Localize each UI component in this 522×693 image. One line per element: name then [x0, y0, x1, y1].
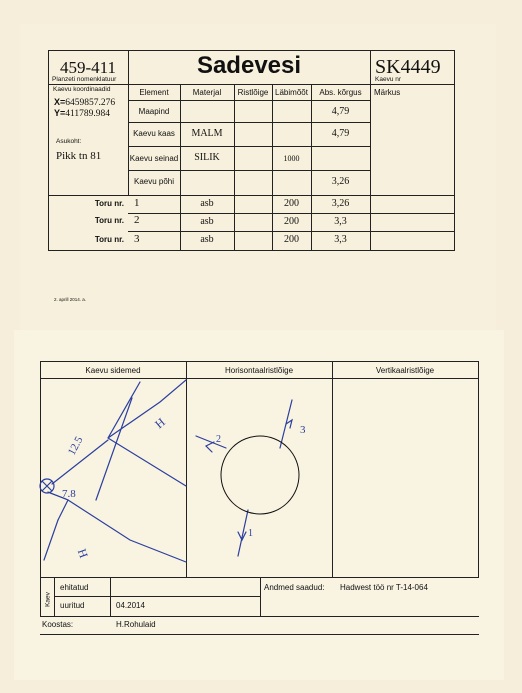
pipe-number: 3: [134, 233, 140, 245]
pipe-number: 2: [134, 214, 140, 226]
page-title: Sadevesi: [196, 52, 302, 79]
side-label: Kaev: [44, 592, 52, 607]
pipe-diameter: 200: [284, 198, 299, 209]
panel-title-ties: Kaevu sidemed: [85, 366, 141, 375]
x-coordinate: X=6459857.276: [54, 97, 116, 108]
row-material: SILIK: [194, 152, 220, 163]
row-element: Kaevu põhi: [133, 177, 175, 186]
pipe-height: 3,26: [331, 198, 350, 209]
col-header-abs-height: Abs. kõrgus: [319, 88, 362, 97]
pipe-label: Toru nr.: [94, 216, 124, 225]
row-height: 3,26: [331, 176, 350, 187]
coords-label: Kaevu koordinaadid: [53, 86, 111, 93]
panel-title-vertical: Vertikaalristlõige: [375, 366, 435, 375]
pipe-label: Toru nr.: [94, 235, 124, 244]
built-label: ehitatud: [60, 583, 89, 592]
pipe-marker: 3: [300, 424, 306, 436]
row-material: MALM: [191, 128, 223, 139]
author-value: H.Rohulaid: [116, 620, 156, 629]
measured-value: 04.2014: [116, 601, 145, 610]
col-header-notes: Märkus: [374, 88, 401, 97]
pipe-material: asb: [200, 234, 214, 245]
well-number-caption: Kaevu nr: [375, 76, 402, 83]
pipe-marker: 2: [216, 434, 221, 445]
col-header-section: Ristlõige: [237, 88, 269, 97]
source-value: Hadwest töö nr T-14-064: [340, 583, 428, 592]
row-height: 4,79: [331, 106, 350, 117]
col-header-diameter: Läbimõõt: [275, 88, 308, 97]
measured-label: uuritud: [60, 601, 85, 610]
row-element: Kaevu seinad: [129, 154, 179, 163]
pipe-marker: 1: [248, 528, 253, 539]
row-element: Kaevu kaas: [133, 129, 175, 138]
tie-distance-2: 7.8: [62, 488, 76, 500]
col-header-element: Element: [139, 88, 169, 97]
house-mark: H: [74, 546, 91, 560]
source-label: Andmed saadud:: [264, 583, 325, 592]
form-date: 2. aprill 2014. a.: [54, 297, 87, 302]
panel-title-horizontal: Horisontaalristlõige: [224, 366, 294, 375]
y-coordinate: Y=411789.984: [54, 108, 111, 119]
row-height: 4,79: [331, 128, 350, 139]
author-label: Koostas:: [42, 620, 74, 629]
pipe-diameter: 200: [284, 216, 299, 227]
pipe-material: asb: [200, 216, 214, 227]
map-sheet-code: 459-411: [60, 58, 117, 77]
row-element: Maapind: [138, 107, 170, 116]
address-label: Asukoht:: [56, 138, 82, 145]
well-number: SK4449: [375, 56, 441, 78]
house-mark: H: [152, 414, 168, 432]
tie-distance-1: 12.5: [65, 434, 86, 458]
pipe-material: asb: [200, 198, 214, 209]
col-header-material: Materjal: [192, 88, 222, 97]
pipe-label: Toru nr.: [94, 199, 124, 208]
pipe-height: 3,3: [334, 234, 347, 245]
pipe-height: 3,3: [334, 216, 347, 227]
pipe-number: 1: [134, 197, 140, 209]
pipe-diameter: 200: [284, 234, 299, 245]
map-sheet-caption: Planzeti nomenklatuur: [52, 76, 117, 83]
address-value: Pikk tn 81: [56, 150, 102, 162]
row-diameter: 1000: [283, 154, 300, 163]
